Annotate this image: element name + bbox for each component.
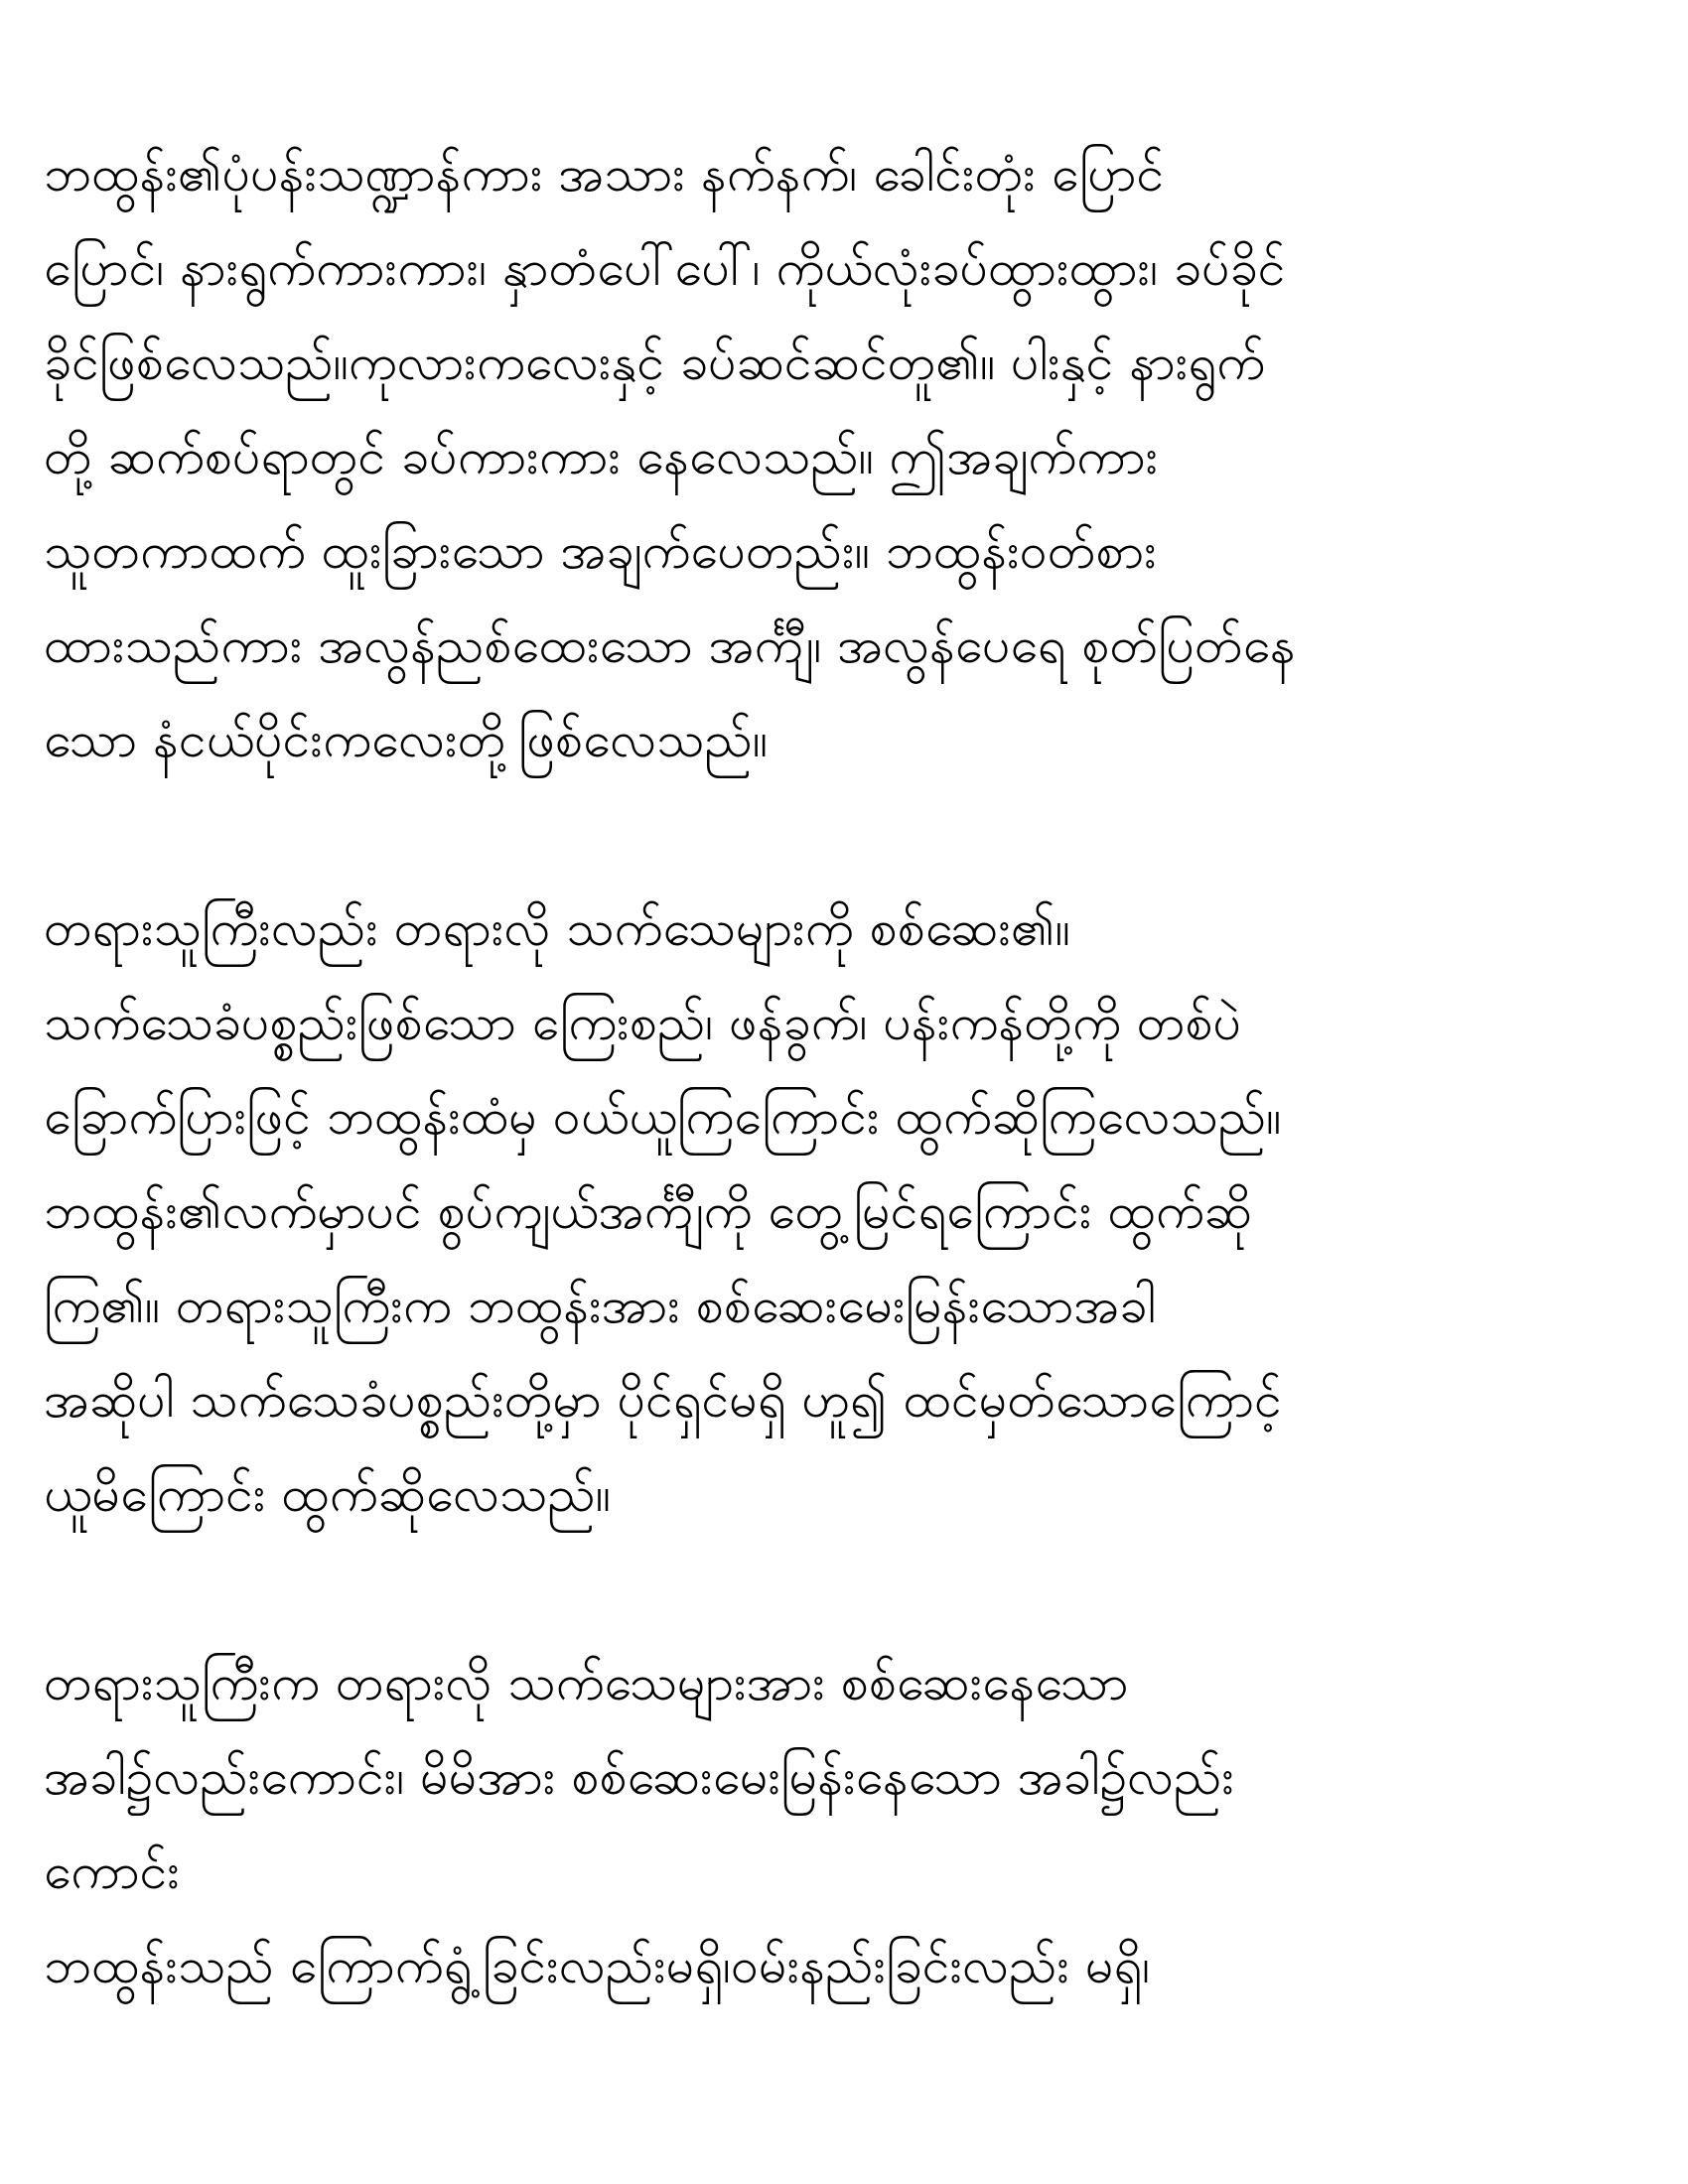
text-line: ခြောက်ပြားဖြင့် ဘထွန်းထံမှ ဝယ်ယူကြကြောင်း ထွက်ဆိုကြလေသည်။	[44, 1088, 1282, 1146]
text-line: ဘထွန်းသည် ကြောက်ရွံ့ခြင်းလည်းမရှိ၊ဝမ်းနည်းခြင်းလည်း မရှိ၊	[44, 1937, 1151, 1994]
paragraph-1	[44, 127, 1648, 787]
text-line: သော နံငယ်ပိုင်းကလေးတို့ဖြစ်လေသည်။	[44, 711, 768, 768]
text-line: ကြ၏။ တရားသူကြီးက ဘထွန်းအား စစ်ဆေးမေးမြန်းသောအခါ	[44, 1277, 1156, 1334]
text-line: သူတကာထက် ထူးခြားသော အချက်ပေတည်း။ ဘထွန်းဝတ်စား	[44, 522, 1157, 580]
text-line: တို့ ဆက်စပ်ရာတွင် ခပ်ကားကား နေလေသည်။ ဤအချက်ကား	[44, 428, 1159, 485]
text-line: သက်သေခံပစ္စည်းဖြစ်သော ကြေးစည်၊ ဖန်ခွက်၊ ပန်းကန်တို့ကို တစ်ပဲ	[44, 994, 1242, 1051]
text-line: တရားသူကြီးက တရားလို သက်သေများအား စစ်ဆေးနေသော	[44, 1654, 1129, 1711]
text-line: အခါ၌လည်းကောင်း၊ မိမိအား စစ်ဆေးမေးမြန်းနေသော အခါ၌လည်း	[44, 1748, 1235, 1806]
text-line: ခိုင်ဖြစ်လေသည်။ကုလားကလေးနှင့် ခပ်ဆင်ဆင်တူ၏။ ပါးနှင့် နားရွက်	[44, 334, 1266, 391]
text-line: ဘထွန်း၏လက်မှာပင် စွပ်ကျယ်အင်္ကျီကို တွေ့မြင်ရကြောင်း ထွက်ဆို	[44, 1182, 1253, 1240]
text-line: ယူမိကြောင်း ထွက်ဆိုလေသည်။	[44, 1465, 611, 1523]
paragraph-2	[44, 882, 1648, 1542]
paragraph-spacer	[44, 787, 1648, 882]
paragraph-spacer	[44, 1542, 1648, 1636]
text-line: ကောင်း	[44, 1843, 181, 1900]
text-line: အဆိုပါ သက်သေခံပစ္စည်းတို့မှာ ပိုင်ရှင်မရှိ ဟူ၍ ထင်မှတ်သောကြောင့်	[44, 1371, 1282, 1429]
text-line: ပြောင်၊ နားရွက်ကားကား၊ နှာတံပေါ်ပေါ်၊ ကိုယ်လုံးခပ်ထွားထွား၊ ခပ်ခိုင်	[44, 239, 1286, 297]
text-line: ဘထွန်း၏ပုံပန်းသဏ္ဍာန်ကား အသား နက်နက်၊ ခေါင်းတုံး ပြောင်	[44, 145, 1165, 203]
text-line: ထားသည်ကား အလွန်ညစ်ထေးသော အင်္ကျီ၊ အလွန်ပေရေ စုတ်ပြတ်နေ	[44, 616, 1296, 674]
text-line: တရားသူကြီးလည်း တရားလို သက်သေများကို စစ်ဆေး၏။	[44, 899, 1070, 957]
paragraph-3	[44, 1636, 1648, 2013]
